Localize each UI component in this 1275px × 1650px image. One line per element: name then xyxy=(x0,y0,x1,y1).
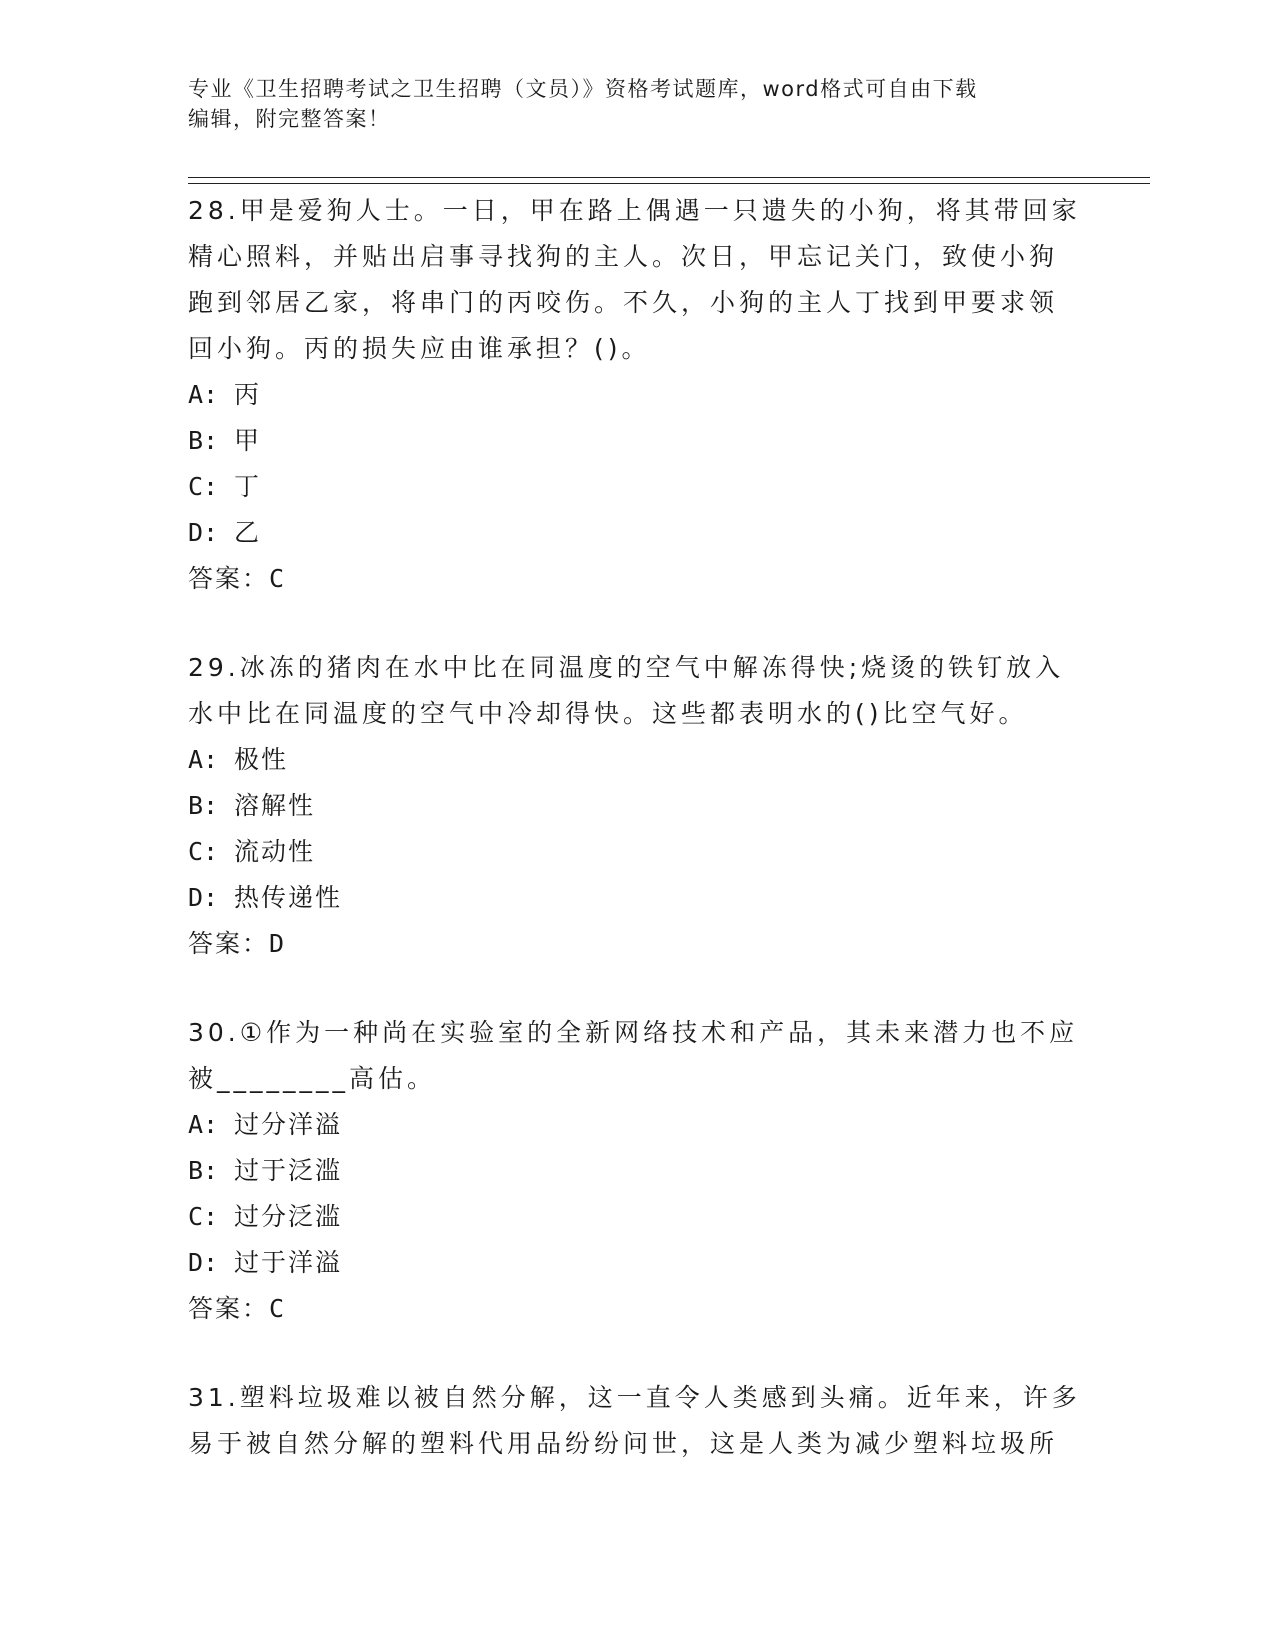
option-text: 过于洋溢 xyxy=(234,1248,343,1277)
option-a xyxy=(188,372,1088,418)
option-label: A: xyxy=(188,745,219,774)
answer-label: 答案： xyxy=(188,929,270,958)
header-line-1: 专业《卫生招聘考试之卫生招聘（文员）》资格考试题库，word格式可自由下载 xyxy=(188,77,978,101)
answer-label: 答案： xyxy=(188,1294,270,1323)
option-c xyxy=(188,464,1088,510)
question-list xyxy=(188,188,1088,1510)
question-line: 易于被自然分解的塑料代用品纷纷问世，这是人类为减少塑料垃圾所 xyxy=(188,1429,1059,1458)
question-line: 28.甲是爱狗人士。一日，甲在路上偶遇一只遗失的小狗，将其带回家 xyxy=(188,196,1081,225)
option-d xyxy=(188,510,1088,556)
answer-value: D xyxy=(269,929,285,958)
option-text: 过于泛滥 xyxy=(234,1156,343,1185)
option-label: B: xyxy=(188,426,219,455)
answer-line xyxy=(188,1286,1088,1332)
option-c xyxy=(188,829,1088,875)
question-text xyxy=(188,1010,1088,1102)
question-29 xyxy=(188,645,1088,967)
option-b xyxy=(188,418,1088,464)
option-label: A: xyxy=(188,1110,219,1139)
option-text: 过分泛滥 xyxy=(234,1202,343,1231)
option-text: 乙 xyxy=(234,518,262,547)
question-line: 被________高估。 xyxy=(188,1064,437,1093)
option-label: D: xyxy=(188,883,219,912)
option-text: 甲 xyxy=(234,426,262,455)
answer-value: C xyxy=(269,564,285,593)
question-line: 跑到邻居乙家，将串门的丙咬伤。不久，小狗的主人丁找到甲要求领 xyxy=(188,288,1059,317)
header-line-2: 编辑，附完整答案！ xyxy=(188,107,391,131)
question-line: 精心照料，并贴出启事寻找狗的主人。次日，甲忘记关门，致使小狗 xyxy=(188,242,1059,271)
option-label: B: xyxy=(188,791,219,820)
option-d xyxy=(188,875,1088,921)
question-line: 31.塑料垃圾难以被自然分解，这一直令人类感到头痛。近年来，许多 xyxy=(188,1383,1081,1412)
option-text: 丙 xyxy=(234,380,262,409)
option-label: D: xyxy=(188,518,219,547)
question-28 xyxy=(188,188,1088,602)
option-b xyxy=(188,783,1088,829)
option-text: 溶解性 xyxy=(234,791,316,820)
option-b xyxy=(188,1148,1088,1194)
answer-value: C xyxy=(269,1294,285,1323)
option-a xyxy=(188,737,1088,783)
answer-line xyxy=(188,556,1088,602)
question-line: 30.①作为一种尚在实验室的全新网络技术和产品，其未来潜力也不应 xyxy=(188,1018,1079,1047)
question-31 xyxy=(188,1375,1088,1467)
question-line: 回小狗。丙的损失应由谁承担？()。 xyxy=(188,334,651,363)
option-label: C: xyxy=(188,837,219,866)
answer-label: 答案： xyxy=(188,564,270,593)
option-text: 热传递性 xyxy=(234,883,343,912)
option-text: 丁 xyxy=(234,472,262,501)
option-label: C: xyxy=(188,472,219,501)
question-line: 29.冰冻的猪肉在水中比在同温度的空气中解冻得快;烧烫的铁钉放入 xyxy=(188,653,1065,682)
question-text xyxy=(188,188,1088,372)
option-label: B: xyxy=(188,1156,219,1185)
question-text xyxy=(188,1375,1088,1467)
question-text xyxy=(188,645,1088,737)
option-label: D: xyxy=(188,1248,219,1277)
option-text: 过分洋溢 xyxy=(234,1110,343,1139)
question-30 xyxy=(188,1010,1088,1332)
answer-line xyxy=(188,921,1088,967)
header-divider-bottom xyxy=(188,183,1150,184)
document-header xyxy=(188,74,1088,134)
option-label: A: xyxy=(188,380,219,409)
option-text: 极性 xyxy=(234,745,289,774)
header-divider-top xyxy=(188,177,1150,178)
option-d xyxy=(188,1240,1088,1286)
option-a xyxy=(188,1102,1088,1148)
option-text: 流动性 xyxy=(234,837,316,866)
question-line: 水中比在同温度的空气中冷却得快。这些都表明水的()比空气好。 xyxy=(188,699,1028,728)
option-c xyxy=(188,1194,1088,1240)
option-label: C: xyxy=(188,1202,219,1231)
